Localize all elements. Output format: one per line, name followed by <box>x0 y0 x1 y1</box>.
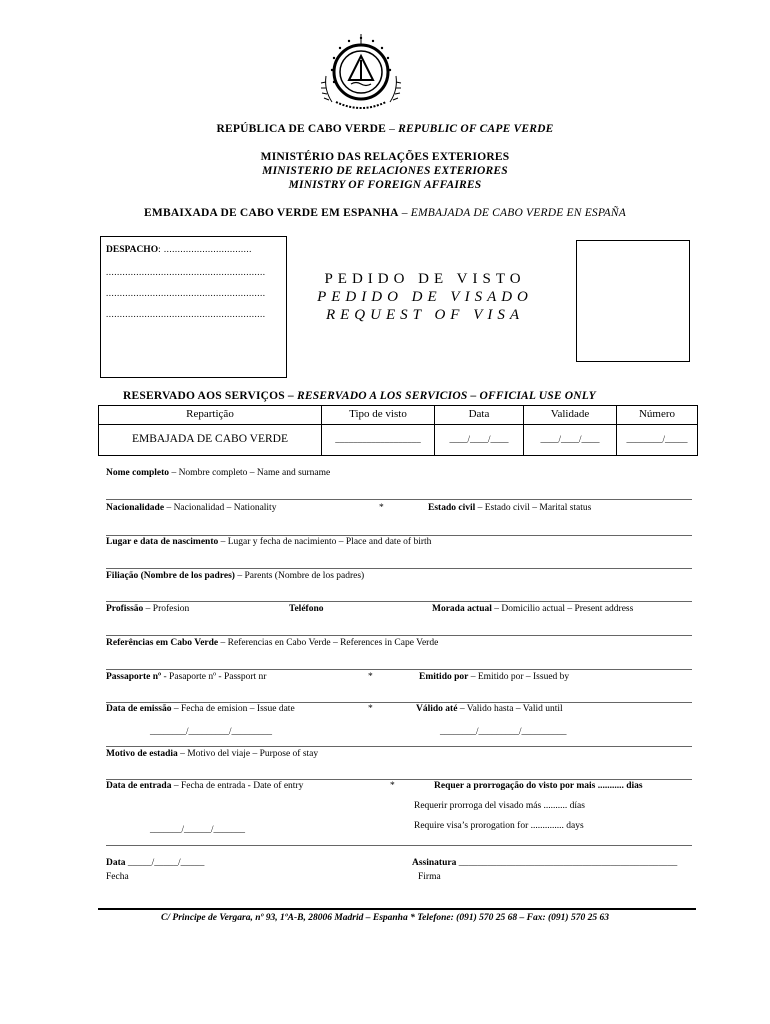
passaporte-field[interactable] <box>106 702 692 703</box>
required-marker: * <box>379 503 384 513</box>
cell-validade[interactable]: ____/____/____ <box>524 425 617 456</box>
cell-reparticao: EMBAJADA DE CABO VERDE <box>99 425 322 456</box>
profissao-field[interactable] <box>106 635 692 636</box>
republic-header <box>0 123 770 135</box>
data-entrada-field[interactable]: _______/______/_______ <box>150 824 246 834</box>
emitido-por-label: Emitido por – Emitido por – Issued by <box>419 672 570 682</box>
despacho-dot-line: .......................................................... <box>106 267 266 277</box>
despacho-dots: : ................................ <box>158 244 252 254</box>
ministry-pt: MINISTÉRIO DAS RELAÇÕES EXTERIORES <box>260 151 510 163</box>
embassy-sep: – <box>398 207 411 219</box>
motivo-estadia-label: Motivo de estadia – Motivo del viaje – Purpose of stay <box>106 749 319 759</box>
filiacao-field[interactable] <box>106 601 692 602</box>
title-pt: PEDIDO DE VISTO <box>324 271 526 287</box>
embassy-es: EMBAJADA DE CABO VERDE EN ESPAÑA <box>410 207 626 219</box>
required-marker: * <box>390 781 395 791</box>
valido-ate-label: Válido até – Valido hasta – Valid until <box>416 704 563 714</box>
assinatura-field[interactable]: Assinatura ______________________________________________ <box>412 858 678 868</box>
despacho-dot-line: .......................................................... <box>106 309 266 319</box>
nacionalidade-field[interactable] <box>106 535 692 536</box>
estado-civil-label: Estado civil – Estado civil – Marital status <box>428 503 592 513</box>
prorogation-en-label: Require visa’s prorogation for .............. days <box>414 821 584 831</box>
entrada-divider <box>106 845 692 846</box>
telefono-label: Teléfono <box>289 604 324 614</box>
passaporte-label: Passaporte nº - Pasaporte nº - Passport nr <box>106 672 267 682</box>
referencias-label: Referências em Cabo Verde – Referencias en Cabo Verde – References in Cape Verde <box>106 638 439 648</box>
footer-rule <box>98 908 696 910</box>
republic-sep: – <box>386 123 399 135</box>
official-heading-rest: – RESERVADO A LOS SERVICIOS – OFFICIAL USE ONLY <box>284 390 596 402</box>
lugar-nascimento-label: Lugar e data de nascimento – Lugar y fecha de nacimiento – Place and date of birth <box>106 537 432 547</box>
data-entrada-label: Data de entrada – Fecha de entrada - Date of entry <box>106 781 304 791</box>
nacionalidade-label: Nacionalidade – Nacionalidad – Nationality <box>106 503 277 513</box>
waves <box>351 83 371 86</box>
motivo-estadia-field[interactable] <box>106 779 692 780</box>
footer-address: C/ Principe de Vergara, nº 93, 1ºA-B, 28006 Madrid – Espanha * Telefone: (091) 570 25 68 – Fax: (091) 570 25 63 <box>161 913 609 923</box>
cell-tipo-visto[interactable]: ___________________ <box>322 425 435 456</box>
data-signature-date[interactable]: Data _____/_____/_____ <box>106 858 205 868</box>
lugar-nascimento-field[interactable] <box>106 568 692 569</box>
data-emissao-field[interactable]: ________/_________/_________ <box>150 726 273 736</box>
nome-completo-label: Nome completo – Nombre completo – Name and surname <box>106 468 331 478</box>
morada-label: Morada actual – Domicilio actual – Present address <box>432 604 634 614</box>
form-title <box>290 270 560 324</box>
data-emissao-label: Data de emissão – Fecha de emision – Issue date <box>106 704 295 714</box>
filiacao-label: Filiação (Nombre de los padres) – Parents (Nombre de los padres) <box>106 571 365 581</box>
official-use-heading <box>123 390 596 402</box>
col-numero: Número <box>617 406 698 425</box>
col-reparticao: Repartição <box>99 406 322 425</box>
col-data: Data <box>435 406 524 425</box>
despacho-label: DESPACHO <box>106 245 159 255</box>
official-use-table <box>98 405 698 456</box>
embassy-header <box>0 207 770 219</box>
despacho-box <box>100 236 287 378</box>
prorroga-es-label: Requerir prorroga del visado más .......... días <box>414 801 585 811</box>
table-value-row <box>99 425 698 456</box>
laurel-right <box>390 76 401 102</box>
chain <box>336 102 386 108</box>
nome-completo-field[interactable] <box>106 499 692 500</box>
cell-numero[interactable]: ________/_____ <box>617 425 698 456</box>
profissao-label: Profissão – Profesion <box>106 604 190 614</box>
valido-ate-field[interactable]: ________/_________/__________ <box>440 726 567 736</box>
required-marker: * <box>368 704 373 714</box>
cell-data[interactable]: ____/____/____ <box>435 425 524 456</box>
embassy-pt: EMBAIXADA DE CABO VERDE EM ESPANHA <box>144 207 399 219</box>
title-en: REQUEST OF VISA <box>325 307 525 323</box>
official-heading-pt: RESERVADO AOS SERVIÇOS <box>123 390 285 402</box>
prorrogacao-label: Requer a prorrogação do visto por mais ........... dias <box>434 781 643 791</box>
col-validade: Validade <box>524 406 617 425</box>
referencias-field[interactable] <box>106 669 692 670</box>
republic-pt: REPÚBLICA DE CABO VERDE <box>216 123 387 135</box>
required-marker: * <box>368 672 373 682</box>
coat-of-arms-emblem <box>318 30 404 120</box>
col-tipo-visto: Tipo de visto <box>322 406 435 425</box>
fecha-label: Fecha <box>106 872 129 882</box>
ministry-en: MINISTRY OF FOREIGN AFFAIRES <box>288 179 482 191</box>
title-es: PEDIDO DE VISADO <box>317 289 533 305</box>
emissao-divider <box>106 746 692 747</box>
laurel-left <box>321 76 332 102</box>
republic-en: REPUBLIC OF CAPE VERDE <box>398 123 554 135</box>
table-header-row <box>99 406 698 425</box>
photo-box <box>576 240 690 362</box>
ministry-es: MINISTERIO DE RELACIONES EXTERIORES <box>262 165 508 177</box>
despacho-dot-line: .......................................................... <box>106 288 266 298</box>
firma-label: Firma <box>418 872 441 882</box>
